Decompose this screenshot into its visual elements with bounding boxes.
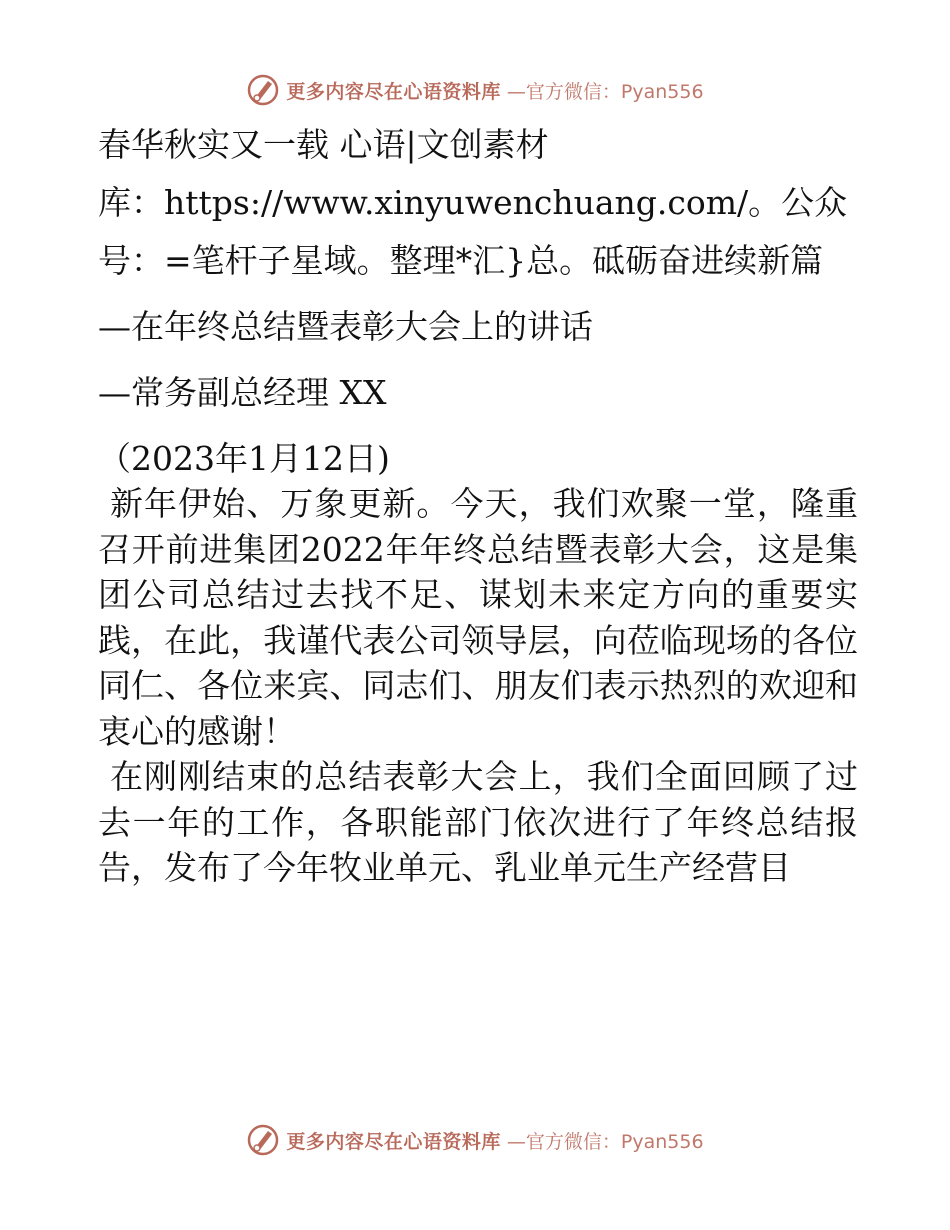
- document-body: [98, 122, 858, 891]
- intro-line-3: 号：=笔杆子星域。整理*汇}总。砥砺奋进续新篇: [98, 241, 824, 280]
- pen-logo-icon: [246, 1123, 280, 1157]
- intro-line-2: 库：https://www.xinyuwenchuang.com/。公众: [98, 183, 848, 222]
- footer-watermark: [0, 1120, 950, 1160]
- speech-date: （2023年1月12日): [98, 439, 390, 478]
- pen-logo-icon: [246, 73, 280, 107]
- paragraph-1: 新年伊始、万象更新。今天，我们欢聚一堂，隆重召开前进集团2022年年终总结暨表彰大会，这是集团公司总结过去找不足、谋划未来定方向的重要实践，在此，我谨代表公司领导层，向莅临现场的各位同仁、各位来宾、同志们、朋友们表示热烈的欢迎和衷心的感谢！: [98, 484, 858, 751]
- intro-line-1: 春华秋实又一载 心语|文创素材: [98, 125, 549, 164]
- paragraph-2: 在刚刚结束的总结表彰大会上，我们全面回顾了过去一年的工作，各职能部门依次进行了年终总结报告，发布了今年牧业单元、乳业单元生产经营目: [98, 757, 858, 887]
- watermark-tagline: 更多内容尽在心语资料库: [286, 80, 501, 103]
- watermark-tagline: 更多内容尽在心语资料库: [286, 1130, 501, 1153]
- speaker-line: —常务副总经理 XX: [98, 373, 387, 412]
- watermark-wechat: —官方微信：Pyan556: [506, 80, 704, 103]
- watermark-wechat: —官方微信：Pyan556: [506, 1130, 704, 1153]
- speech-subtitle: —在年终总结暨表彰大会上的讲话: [98, 307, 593, 346]
- header-watermark: [0, 70, 950, 110]
